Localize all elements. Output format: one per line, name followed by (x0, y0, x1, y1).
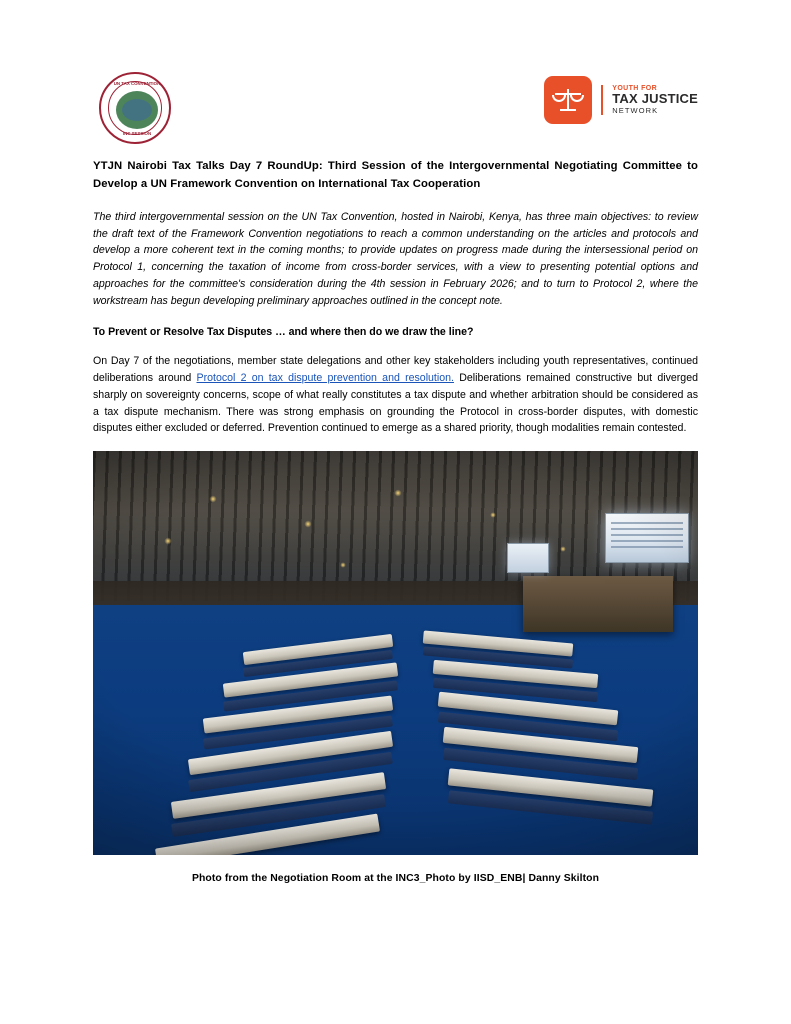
scale-post (567, 89, 569, 109)
scales-of-justice-icon (544, 76, 592, 124)
protocol-2-link[interactable]: Protocol 2 on tax dispute prevention and resolution. (196, 372, 454, 385)
photo-caption: Photo from the Negotiation Room at the INC3_Photo by IISD_ENB| Danny Skilton (191, 872, 600, 884)
youth-for-tax-justice-network-logo (544, 76, 698, 124)
seal-arc-top-text: UN TAX CONVENTION (113, 81, 161, 86)
globe-icon (116, 91, 158, 129)
logo-line-tax-justice: TAX JUSTICE (612, 91, 698, 107)
logo-line-network: NETWORK (612, 105, 659, 115)
logo-line-youth-for: YOUTH FOR (612, 84, 658, 92)
body-paragraph (93, 353, 698, 437)
seal-badge (99, 72, 171, 144)
photo-vignette (93, 451, 698, 855)
negotiation-room-photo (93, 451, 698, 855)
document-body (93, 158, 698, 884)
document-header (93, 72, 698, 142)
page-title: YTJN Nairobi Tax Talks Day 7 RoundUp: Third Session of the Intergovernmental Negotiating Committee to Develop a UN Framework Convention on International Tax Cooperation (93, 160, 698, 190)
photo-image (93, 451, 698, 855)
scale-base (560, 109, 576, 111)
lead-paragraph: The third intergovernmental session on the UN Tax Convention, hosted in Nairobi, Kenya, has three main objectives: to review the draft text of the Framework Convention negotiations to reach a common understanding on the articles and protocols and develop a more coherent text in the coming months; to provide updates on progress made during the intersessional period on Protocol 1, concerning the taxation of income from cross-border services, with a view to presenting potential options and approaches for the committee's consideration during the 4th session in February 2026; and to turn to Protocol 2, where the workstream has begun developing preliminary approaches outlined in the concept note. (93, 211, 698, 307)
un-tax-convention-seal-logo (99, 72, 171, 144)
scale-graphic (553, 85, 583, 115)
scale-pan-right (570, 95, 584, 102)
logo-wordmark (601, 85, 698, 116)
seal-arc-bottom-text: INC SESSION (122, 131, 152, 136)
scale-pan-left (552, 95, 566, 102)
paragraph-text-before-link: On Day 7 of the negotiations, member state delegations and other key stakeholders including youth representatives, continued deliberations around (93, 355, 698, 385)
section-heading: To Prevent or Resolve Tax Disputes … and where then do we draw the line? (93, 326, 474, 339)
paragraph-text-after-link: Deliberations remained constructive but diverged sharply on sovereignty concerns, scope of what really constitutes a tax dispute and whether arbitration should be considered as a tax dispute mechanism. There was strong emphasis on grounding the Protocol in cross-border disputes, with domestic disputes either excluded or deferred. Prevention continued to emerge as a shared priority, though modalities remain contested. (93, 372, 698, 435)
